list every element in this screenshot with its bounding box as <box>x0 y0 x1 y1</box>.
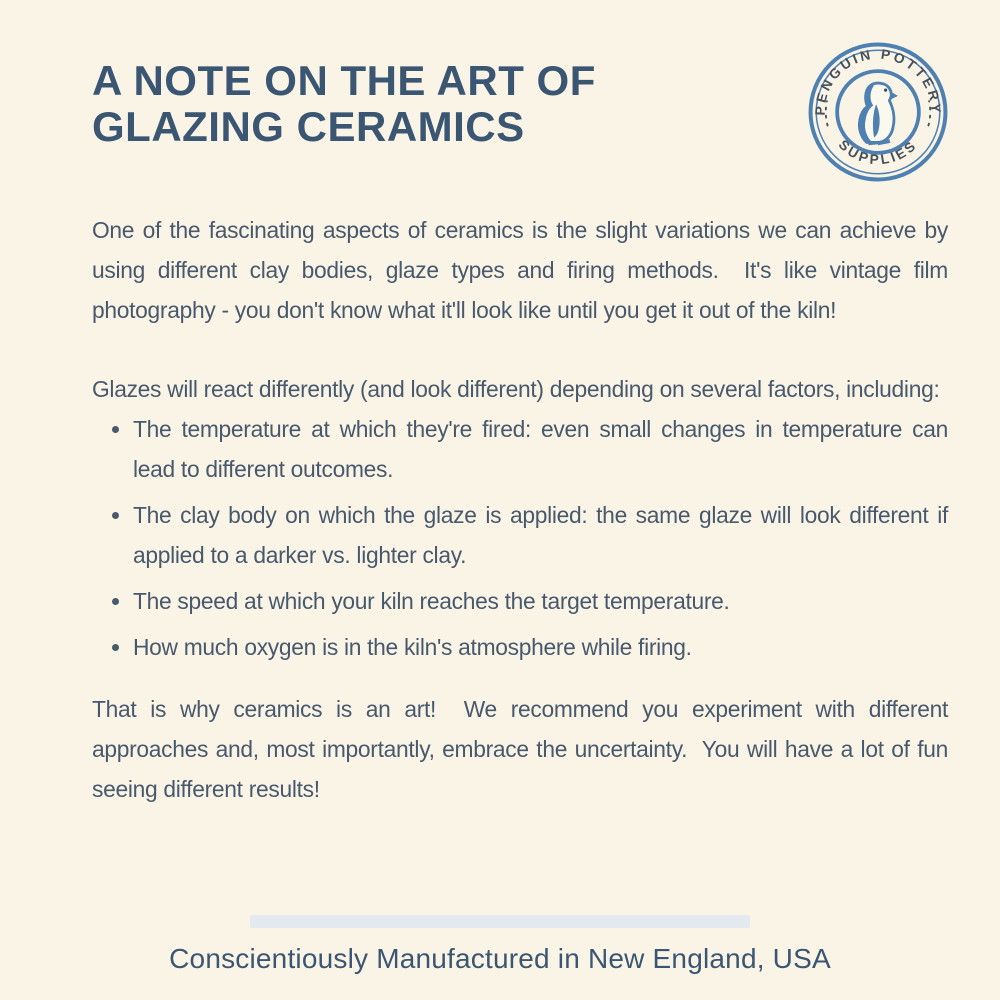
list-item-clay-body: • The clay body on which the glaze is applied: the same glaze will look different if applied to a darker vs. lighter clay. <box>133 495 948 575</box>
stamp-top-text: PENGUIN POTTERY <box>812 46 944 116</box>
divider-bar <box>250 915 750 928</box>
list-item-kiln-speed: • The speed at which your kiln reaches the target temperature. <box>133 581 948 621</box>
penguin-icon <box>859 83 898 145</box>
title-line-1: A NOTE ON THE ART OF <box>92 57 596 104</box>
penguin-pottery-stamp <box>802 36 954 188</box>
factors-list <box>92 409 948 667</box>
footer <box>0 915 1000 975</box>
stamp-bottom-text: SUPPLIES <box>835 136 921 168</box>
list-item-temperature: • The temperature at which they're fired: even small changes in temperature can lead to different outcomes. <box>133 409 948 489</box>
brand-logo <box>802 36 954 188</box>
title-line-2: GLAZING CERAMICS <box>92 103 525 150</box>
list-item-oxygen: • How much oxygen is in the kiln's atmosphere while firing. <box>133 627 948 667</box>
footer-text: Conscientiously Manufactured in New England, USA <box>169 943 831 974</box>
paragraph-closing: That is why ceramics is an art! We recommend you experiment with different approaches and, most importantly, embrace the uncertainty. You will have a lot of fun seeing different results! <box>92 696 955 802</box>
paragraph-intro: One of the fascinating aspects of ceramics is the slight variations we can achieve by using different clay bodies, glaze types and firing methods. It's like vintage film photography - you don't know what it'll look like until you get it out of the kiln! <box>92 217 955 323</box>
paragraph-factors: Glazes will react differently (and look different) depending on several factors, including: <box>92 376 940 402</box>
